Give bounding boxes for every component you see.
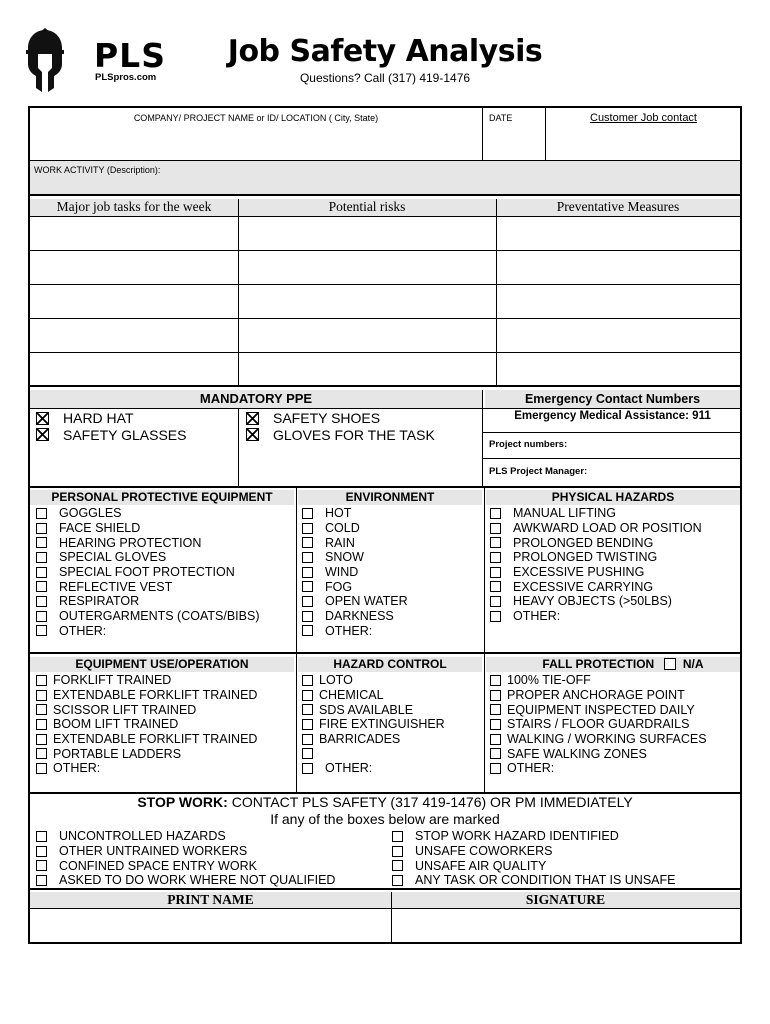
environment-header (298, 490, 482, 505)
fall-protection-checklist (490, 673, 707, 776)
list-item[interactable]: REFLECTIVE VEST (36, 579, 259, 594)
measures-col-header: Preventative Measures (556, 199, 680, 214)
checkbox[interactable] (302, 523, 313, 534)
checkbox[interactable] (36, 690, 47, 701)
list-item[interactable]: PROLONGED TWISTING (490, 550, 702, 565)
checkbox[interactable] (36, 625, 47, 636)
checkbox[interactable] (36, 675, 47, 686)
customer-contact-field[interactable] (546, 122, 742, 160)
print-name-label: PRINT NAME (167, 892, 254, 907)
checkbox[interactable] (490, 537, 501, 548)
checkbox[interactable] (490, 567, 501, 578)
environment-checklist (302, 506, 408, 638)
stop-work-subheading: If any of the boxes below are marked (270, 811, 500, 827)
checkbox[interactable] (36, 860, 47, 871)
checkbox[interactable] (490, 552, 501, 563)
checkbox[interactable] (36, 611, 47, 622)
checkbox[interactable] (302, 567, 313, 578)
list-item[interactable]: EQUIPMENT INSPECTED DAILY (490, 702, 707, 717)
customer-contact-label: Customer Job contact (590, 112, 697, 124)
checkbox[interactable] (36, 508, 47, 519)
list-item[interactable]: RESPIRATOR (36, 594, 259, 609)
checkbox[interactable] (392, 831, 403, 842)
list-item[interactable]: FIRE EXTINGUISHER (302, 717, 445, 732)
checked-box-icon[interactable] (36, 428, 49, 441)
list-item[interactable]: PROLONGED BENDING (490, 535, 702, 550)
list-item[interactable]: AWKWARD LOAD OR POSITION (490, 521, 702, 536)
pls-logo (22, 28, 166, 94)
list-item[interactable]: SPECIAL FOOT PROTECTION (36, 565, 259, 580)
checkbox[interactable] (36, 581, 47, 592)
list-item[interactable]: HOT (302, 506, 408, 521)
page-title: Job Safety Analysis (227, 34, 543, 69)
checkbox[interactable] (490, 748, 501, 759)
checkbox[interactable] (490, 596, 501, 607)
list-item[interactable]: EXTENDABLE FORKLIFT TRAINED (36, 732, 257, 747)
list-item[interactable]: SNOW (302, 550, 408, 565)
checkbox[interactable] (302, 596, 313, 607)
list-item[interactable]: OUTERGARMENTS (COATS/BIBS) (36, 609, 259, 624)
project-manager-label: PLS Project Manager: (489, 466, 588, 477)
checked-box-icon[interactable] (36, 412, 49, 425)
checkbox[interactable] (36, 719, 47, 730)
checkbox[interactable] (490, 523, 501, 534)
checkbox[interactable] (36, 763, 47, 774)
list-item[interactable]: WALKING / WORKING SURFACES (490, 732, 707, 747)
list-item[interactable]: STOP WORK HAZARD IDENTIFIED (392, 829, 675, 844)
list-item[interactable]: DARKNESS (302, 609, 408, 624)
list-item[interactable]: LOTO (302, 673, 445, 688)
checkbox[interactable] (392, 846, 403, 857)
checkbox[interactable] (490, 690, 501, 701)
list-item[interactable]: COLD (302, 521, 408, 536)
list-item[interactable]: BOOM LIFT TRAINED (36, 717, 257, 732)
checkbox[interactable] (490, 508, 501, 519)
mandatory-ppe-right (246, 410, 435, 443)
checkbox[interactable] (36, 831, 47, 842)
list-item[interactable]: UNSAFE COWORKERS (392, 844, 675, 859)
stop-work-right-list (392, 829, 675, 888)
jsa-form (28, 106, 742, 944)
stop-work-heading (30, 794, 740, 810)
list-item[interactable]: PROPER ANCHORAGE POINT (490, 688, 707, 703)
ppe-section-header (30, 490, 294, 505)
mandatory-ppe-title: MANDATORY PPE (199, 391, 313, 406)
checkbox[interactable] (302, 611, 313, 622)
tasks-col-header: Major job tasks for the week (56, 199, 212, 214)
mandatory-ppe-left (36, 410, 186, 443)
checkbox[interactable] (490, 675, 501, 686)
fall-na-checkbox[interactable] (664, 658, 676, 670)
list-item[interactable]: UNCONTROLLED HAZARDS (36, 829, 335, 844)
checkbox[interactable] (392, 875, 403, 886)
list-item[interactable]: OTHER: (490, 609, 702, 624)
checkbox[interactable] (36, 537, 47, 548)
signature-field[interactable] (392, 909, 740, 942)
checkbox[interactable] (36, 846, 47, 857)
company-field[interactable] (30, 122, 482, 160)
checkbox[interactable] (36, 704, 47, 715)
checkbox[interactable] (302, 690, 313, 701)
checkbox[interactable] (302, 719, 313, 730)
checkbox[interactable] (36, 734, 47, 745)
list-item[interactable]: OTHER: (36, 761, 257, 776)
mandatory-ppe-header (30, 390, 482, 408)
fall-protection-title: FALL PROTECTION (542, 657, 655, 671)
list-item[interactable]: FORKLIFT TRAINED (36, 673, 257, 688)
checkbox[interactable] (490, 611, 501, 622)
list-item[interactable]: OTHER: (36, 624, 259, 639)
list-item[interactable]: 100% TIE-OFF (490, 673, 707, 688)
hazard-control-header (298, 657, 482, 672)
list-item[interactable]: STAIRS / FLOOR GUARDRAILS (490, 717, 707, 732)
print-name-field[interactable] (30, 909, 391, 942)
list-item[interactable]: GOGGLES (36, 506, 259, 521)
list-item[interactable]: OTHER UNTRAINED WORKERS (36, 844, 335, 859)
list-item[interactable]: OTHER: (490, 761, 707, 776)
physical-hazards-title: PHYSICAL HAZARDS (551, 490, 675, 504)
stop-work-bold: STOP WORK: (137, 794, 228, 810)
equipment-checklist (36, 673, 257, 776)
list-item[interactable]: ANY TASK OR CONDITION THAT IS UNSAFE (392, 873, 675, 888)
list-item[interactable]: FACE SHIELD (36, 521, 259, 536)
project-numbers-label: Project numbers: (489, 439, 568, 450)
ppe-gloves[interactable]: GLOVES FOR THE TASK (246, 427, 435, 444)
list-item[interactable]: HEAVY OBJECTS (>50LBS) (490, 594, 702, 609)
checkbox[interactable] (36, 523, 47, 534)
checkbox[interactable] (302, 581, 313, 592)
list-item[interactable]: FOG (302, 579, 408, 594)
ppe-safety-shoes[interactable]: SAFETY SHOES (246, 410, 435, 427)
equipment-header (30, 657, 294, 672)
checkbox[interactable] (490, 763, 501, 774)
emergency-medical: Emergency Medical Assistance: 911 (514, 410, 711, 422)
list-item[interactable]: UNSAFE AIR QUALITY (392, 858, 675, 873)
checkbox[interactable] (392, 860, 403, 871)
list-item[interactable]: RAIN (302, 535, 408, 550)
fall-na-label: N/A (682, 657, 704, 671)
list-item[interactable]: OTHER: (302, 761, 445, 776)
tasks-input-area[interactable] (30, 217, 238, 385)
logo-text: PLS (94, 36, 166, 75)
hazard-control-checklist (302, 673, 445, 776)
logo-website: PLSpros.com (95, 72, 157, 83)
emergency-title: Emergency Contact Numbers (524, 392, 701, 406)
checkbox[interactable] (490, 734, 501, 745)
list-item[interactable]: PORTABLE LADDERS (36, 746, 257, 761)
stop-work-text: CONTACT PLS SAFETY (317 419-1476) OR PM IMMEDIATELY (227, 794, 633, 810)
checkbox[interactable] (302, 763, 313, 774)
signature-label: SIGNATURE (525, 892, 606, 907)
list-item[interactable]: MANUAL LIFTING (490, 506, 702, 521)
checkbox[interactable] (302, 704, 313, 715)
physical-hazards-checklist (490, 506, 702, 624)
date-field[interactable] (483, 122, 545, 160)
list-item[interactable]: SDS AVAILABLE (302, 702, 445, 717)
checkbox[interactable] (302, 748, 313, 759)
checkbox[interactable] (36, 596, 47, 607)
checkbox[interactable] (302, 537, 313, 548)
checkbox[interactable] (302, 625, 313, 636)
page-subtitle: Questions? Call (317) 419-1476 (299, 71, 471, 85)
list-item[interactable]: HEARING PROTECTION (36, 535, 259, 550)
checked-box-icon[interactable] (246, 428, 259, 441)
company-label: COMPANY/ PROJECT NAME or ID/ LOCATION ( City, State) (133, 113, 379, 123)
checkbox[interactable] (36, 552, 47, 563)
hazard-control-title: HAZARD CONTROL (333, 657, 447, 671)
list-item[interactable]: SCISSOR LIFT TRAINED (36, 702, 257, 717)
fall-protection-header (486, 657, 740, 672)
checkbox[interactable] (302, 675, 313, 686)
list-item[interactable]: OTHER: (302, 624, 408, 639)
ppe-section-title: PERSONAL PROTECTIVE EQUIPMENT (51, 490, 273, 504)
list-item[interactable]: EXCESSIVE CARRYING (490, 579, 702, 594)
environment-title: ENVIRONMENT (345, 490, 435, 504)
ppe-safety-glasses[interactable]: SAFETY GLASSES (36, 427, 186, 444)
list-item[interactable]: BARRICADES (302, 732, 445, 747)
risks-col-header: Potential risks (328, 199, 406, 214)
measures-input-area[interactable] (497, 217, 740, 385)
checkbox[interactable] (490, 704, 501, 715)
checkbox[interactable] (490, 719, 501, 730)
checkbox[interactable] (490, 581, 501, 592)
list-item[interactable]: ASKED TO DO WORK WHERE NOT QUALIFIED (36, 873, 335, 888)
equipment-title: EQUIPMENT USE/OPERATION (75, 657, 249, 671)
spartan-helmet-icon (22, 28, 68, 94)
checkbox[interactable] (36, 567, 47, 578)
list-item[interactable]: OPEN WATER (302, 594, 408, 609)
list-item[interactable]: WIND (302, 565, 408, 580)
checkbox[interactable] (302, 734, 313, 745)
checkbox[interactable] (302, 508, 313, 519)
checkbox[interactable] (302, 552, 313, 563)
work-activity-label: WORK ACTIVITY (Description): (34, 165, 161, 175)
date-label: DATE (489, 113, 513, 123)
list-item[interactable]: CHEMICAL (302, 688, 445, 703)
list-item[interactable]: EXTENDABLE FORKLIFT TRAINED (36, 688, 257, 703)
list-item[interactable]: SPECIAL GLOVES (36, 550, 259, 565)
checked-box-icon[interactable] (246, 412, 259, 425)
list-item[interactable]: CONFINED SPACE ENTRY WORK (36, 858, 335, 873)
risks-input-area[interactable] (239, 217, 496, 385)
ppe-hard-hat[interactable]: HARD HAT (36, 410, 186, 427)
list-item[interactable] (302, 746, 445, 761)
work-activity-field[interactable] (30, 161, 740, 194)
emergency-header (485, 390, 740, 408)
checkbox[interactable] (36, 875, 47, 886)
list-item[interactable]: EXCESSIVE PUSHING (490, 565, 702, 580)
list-item[interactable]: SAFE WALKING ZONES (490, 746, 707, 761)
stop-work-left-list (36, 829, 335, 888)
physical-hazards-header (486, 490, 740, 505)
ppe-checklist (36, 506, 259, 638)
checkbox[interactable] (36, 748, 47, 759)
